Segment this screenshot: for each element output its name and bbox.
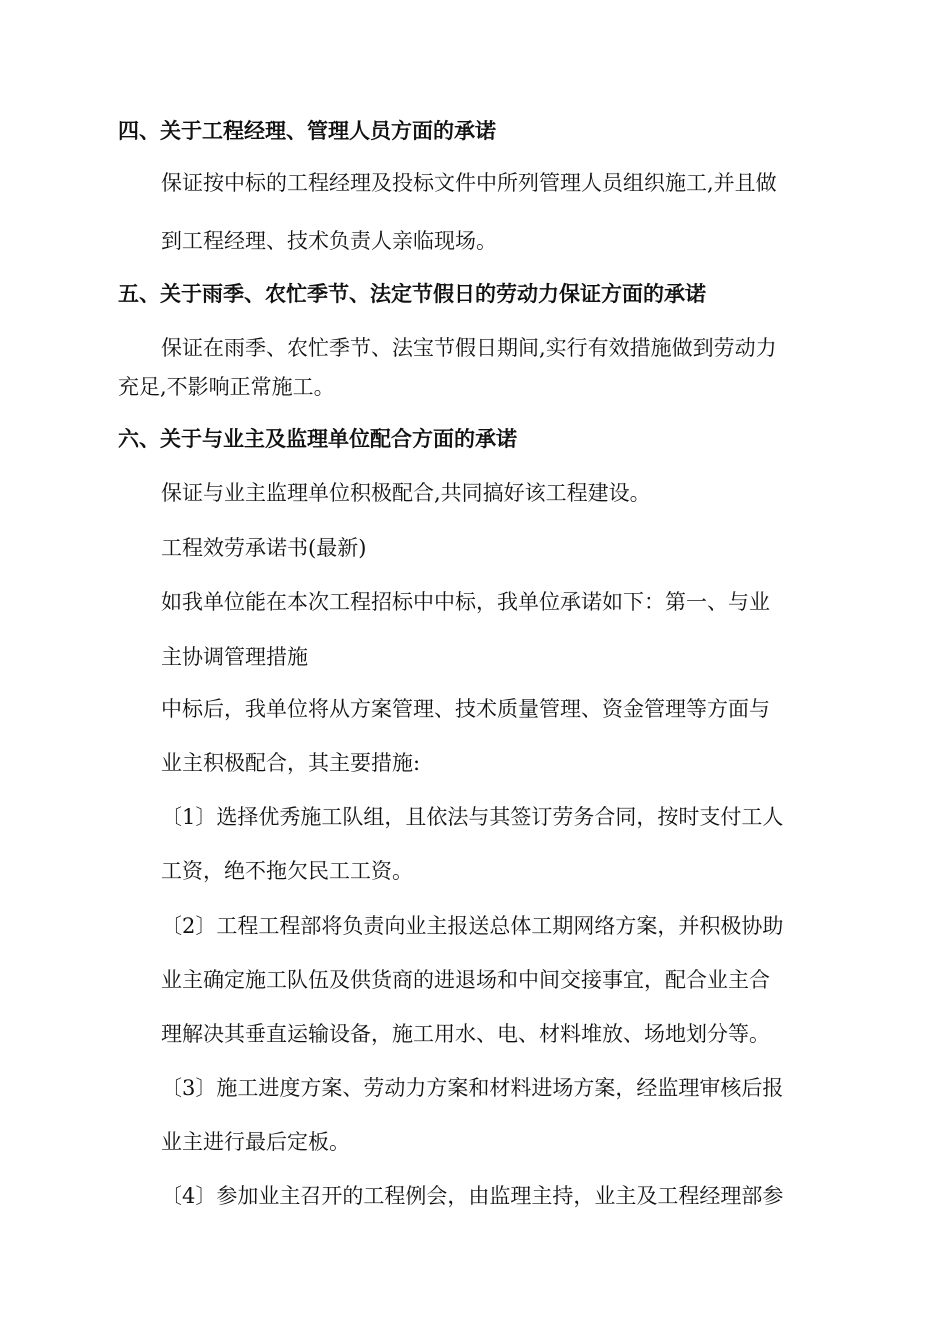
paragraph-line: 中标后，我单位将从方案管理、技术质量管理、资金管理等方面与 (161, 697, 770, 721)
list-item-3: 〔3〕施工进度方案、劳动力方案和材料进场方案，经监理审核后报 (161, 1076, 784, 1100)
paragraph-line: 保证与业主监理单位积极配合,共同搞好该工程建设。 (161, 481, 651, 505)
paragraph-line: 业主积极配合，其主要措施: (161, 751, 421, 775)
list-item-2: 〔2〕工程工程部将负责向业主报送总体工期网络方案，并积极协助 (161, 914, 784, 938)
paragraph-line: 业主确定施工队伍及供货商的进退场和中间交接事宜，配合业主合 (161, 968, 770, 992)
paragraph-line: 如我单位能在本次工程招标中中标，我单位承诺如下：第一、与业 (161, 590, 770, 614)
document-subtitle: 工程效劳承诺书(最新) (161, 536, 367, 560)
paragraph-line: 工资，绝不拖欠民工工资。 (161, 859, 413, 883)
heading-section-5: 五、关于雨季、农忙季节、法定节假日的劳动力保证方面的承诺 (118, 282, 706, 306)
paragraph-line: 保证在雨季、农忙季节、法宝节假日期间,实行有效措施做到劳动力 (161, 336, 777, 360)
heading-section-6: 六、关于与业主及监理单位配合方面的承诺 (118, 427, 517, 451)
heading-section-4: 四、关于工程经理、管理人员方面的承诺 (118, 119, 496, 143)
list-item-4: 〔4〕参加业主召开的工程例会，由监理主持，业主及工程经理部参 (161, 1184, 784, 1208)
paragraph-line: 到工程经理、技术负责人亲临现场。 (161, 229, 497, 253)
paragraph-line: 保证按中标的工程经理及投标文件中所列管理人员组织施工,并且做 (161, 171, 777, 195)
paragraph-line: 理解决其垂直运输设备，施工用水、电、材料堆放、场地划分等。 (161, 1022, 770, 1046)
paragraph-line: 充足,不影响正常施工。 (118, 375, 335, 399)
list-item-1: 〔1〕选择优秀施工队组，且依法与其签订劳务合同，按时支付工人 (161, 805, 784, 829)
paragraph-line: 主协调管理措施 (161, 645, 308, 669)
paragraph-line: 业主进行最后定板。 (161, 1130, 350, 1154)
